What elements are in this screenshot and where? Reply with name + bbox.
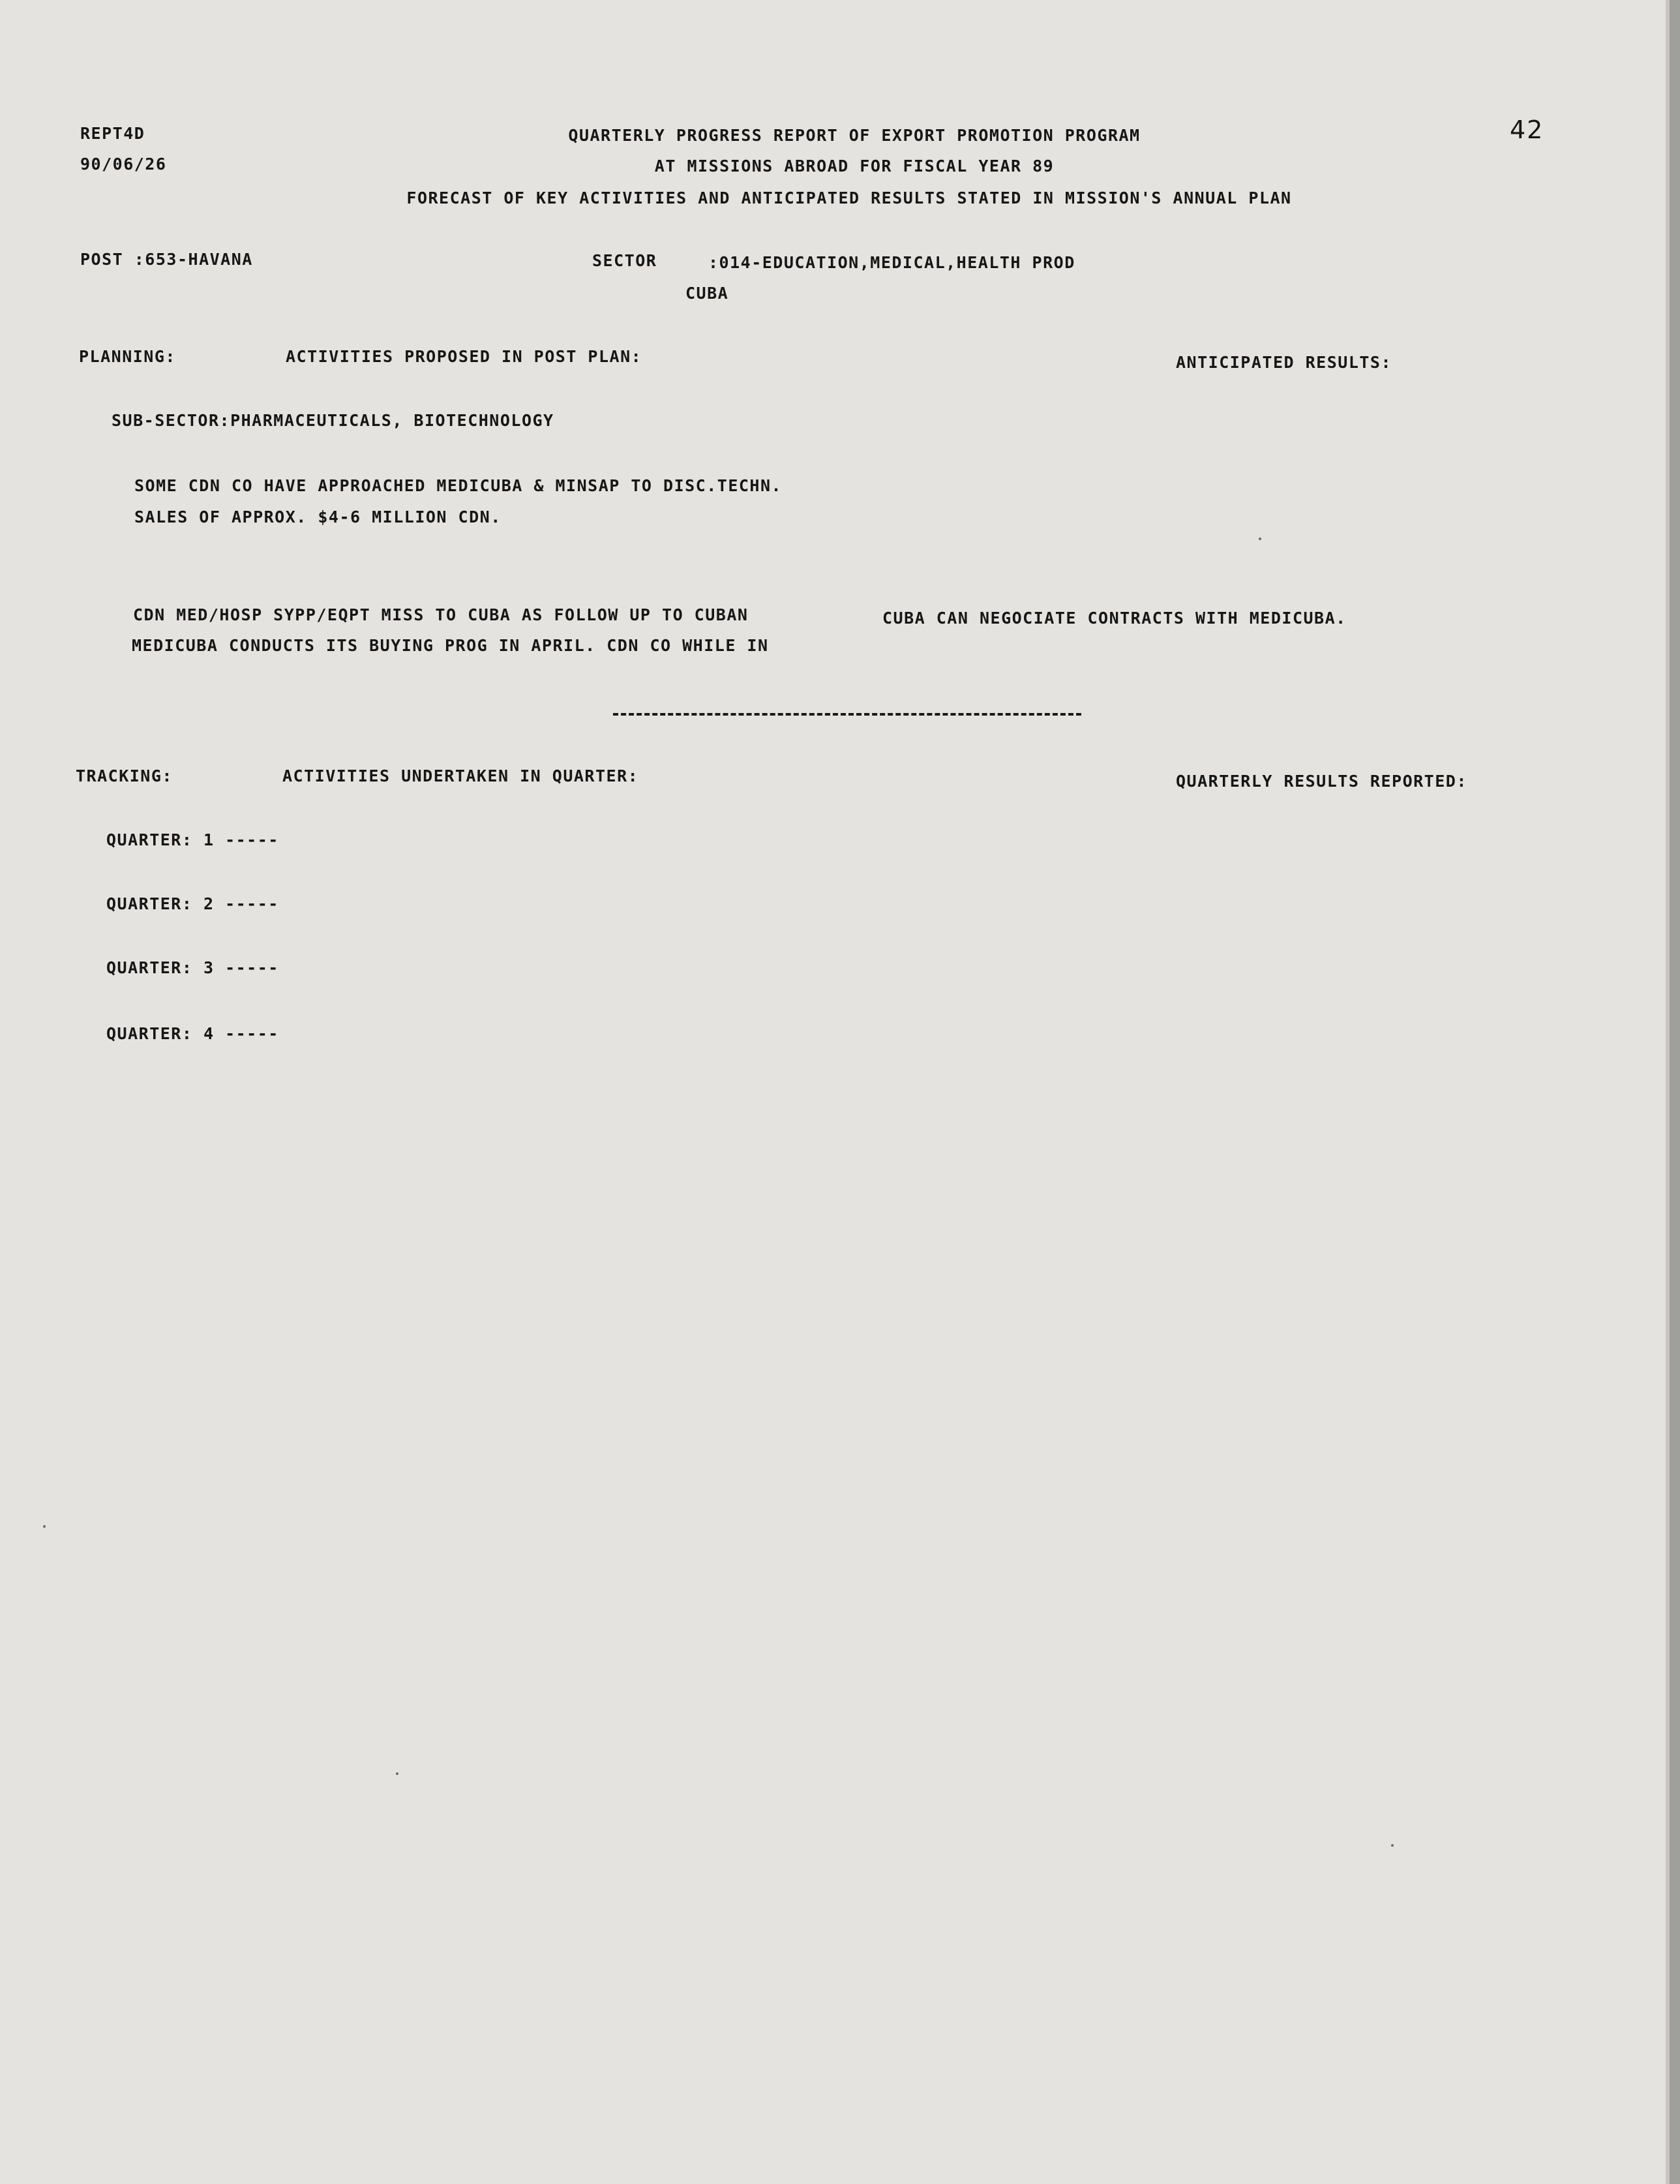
report-date: 90/06/26 bbox=[80, 155, 167, 174]
anticipated-results-heading: ANTICIPATED RESULTS: bbox=[1176, 353, 1392, 372]
country: CUBA bbox=[685, 284, 729, 303]
post-label: POST :653-HAVANA bbox=[80, 250, 253, 269]
report-title-line1: QUARTERLY PROGRESS REPORT OF EXPORT PROMOTION PROGRAM bbox=[568, 126, 1141, 145]
quarter-1: QUARTER: 1 ----- bbox=[106, 830, 279, 849]
tracking-activities-heading: ACTIVITIES UNDERTAKEN IN QUARTER: bbox=[282, 766, 639, 785]
page-number: 42 bbox=[1510, 115, 1544, 144]
activity-1-line-2: SALES OF APPROX. $4-6 MILLION CDN. bbox=[134, 508, 502, 526]
scan-speck bbox=[1259, 538, 1261, 540]
sector-label: SECTOR bbox=[592, 251, 657, 270]
section-divider bbox=[613, 713, 1081, 716]
quarter-2: QUARTER: 2 ----- bbox=[106, 894, 279, 913]
activity-2-line-1: CDN MED/HOSP SYPP/EQPT MISS TO CUBA AS FOLLOW UP TO CUBAN bbox=[133, 605, 749, 624]
sector-value: :014-EDUCATION,MEDICAL,HEALTH PROD bbox=[708, 253, 1075, 272]
activity-1-line-1: SOME CDN CO HAVE APPROACHED MEDICUBA & MINSAP TO DISC.TECHN. bbox=[134, 476, 783, 495]
subsector-label: SUB-SECTOR:PHARMACEUTICALS, BIOTECHNOLOGY bbox=[112, 411, 554, 430]
quarterly-results-heading: QUARTERLY RESULTS REPORTED: bbox=[1176, 772, 1467, 791]
planning-label: PLANNING: bbox=[79, 347, 176, 366]
anticipated-result-2: CUBA CAN NEGOCIATE CONTRACTS WITH MEDICUBA. bbox=[882, 609, 1347, 628]
report-title-line3: FORECAST OF KEY ACTIVITIES AND ANTICIPATED RESULTS STATED IN MISSION'S ANNUAL PLAN bbox=[406, 189, 1292, 207]
scan-speck bbox=[43, 1525, 46, 1528]
report-code: REPT4D bbox=[80, 124, 145, 143]
scan-speck bbox=[396, 1772, 398, 1775]
scan-speck bbox=[1391, 1844, 1394, 1847]
tracking-label: TRACKING: bbox=[76, 766, 173, 785]
quarter-3: QUARTER: 3 ----- bbox=[106, 958, 279, 977]
report-title-line2: AT MISSIONS ABROAD FOR FISCAL YEAR 89 bbox=[654, 157, 1055, 175]
activity-2-line-2: MEDICUBA CONDUCTS ITS BUYING PROG IN APRIL. CDN CO WHILE IN bbox=[132, 636, 769, 655]
planning-activities-heading: ACTIVITIES PROPOSED IN POST PLAN: bbox=[286, 347, 642, 366]
page-edge bbox=[1670, 0, 1680, 2184]
quarter-4: QUARTER: 4 ----- bbox=[106, 1024, 279, 1043]
